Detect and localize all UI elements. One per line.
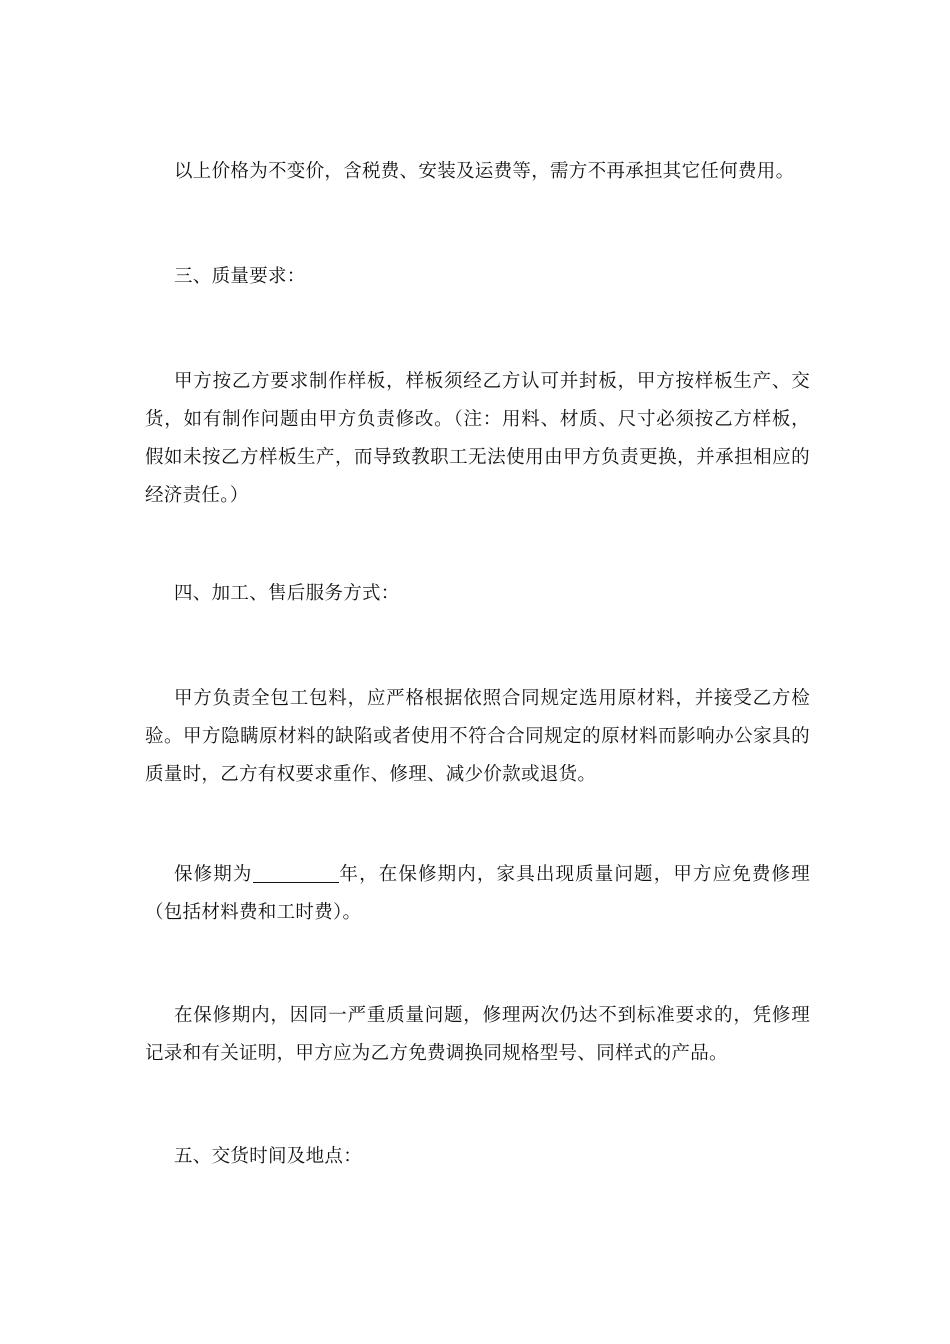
- section-heading-processing-service: 四、加工、售后服务方式：: [174, 583, 400, 604]
- warranty-period-paragraph: [145, 856, 810, 932]
- quality-requirements-paragraph: 甲方按乙方要求制作样板，样板须经乙方认可并封板，甲方按样板生产、交货，如有制作问题由甲方负责修改。（注：用料、材质、尺寸必须按乙方样板，假如未按乙方样板生产，而导致教职工无法使用由甲方负责更换，并承担相应的经济责任。）: [145, 371, 810, 506]
- warranty-text-before: 保修期为: [174, 864, 253, 885]
- warranty-text-after: 年，在保修期内，家具出现质量问题，甲方应免费修理（包括材料费和工时费）。: [145, 864, 811, 923]
- materials-paragraph: 甲方负责全包工包料，应严格根据依照合同规定选用原材料，并接受乙方检验。甲方隐瞒原材料的缺陷或者使用不符合合同规定的原材料而影响办公家具的质量时，乙方有权要求重作、修理、减少价款或退货。: [145, 688, 810, 785]
- price-note-paragraph: 以上价格为不变价，含税费、安装及运费等，需方不再承担其它任何费用。: [174, 161, 795, 182]
- replacement-paragraph: 在保修期内，因同一严重质量问题，修理两次仍达不到标准要求的，凭修理记录和有关证明，甲方应为乙方免费调换同规格型号、同样式的产品。: [145, 1005, 810, 1064]
- section-heading-delivery: 五、交货时间及地点：: [174, 1146, 363, 1167]
- section-heading-quality: 三、质量要求：: [174, 266, 306, 287]
- warranty-years-blank: [253, 862, 339, 883]
